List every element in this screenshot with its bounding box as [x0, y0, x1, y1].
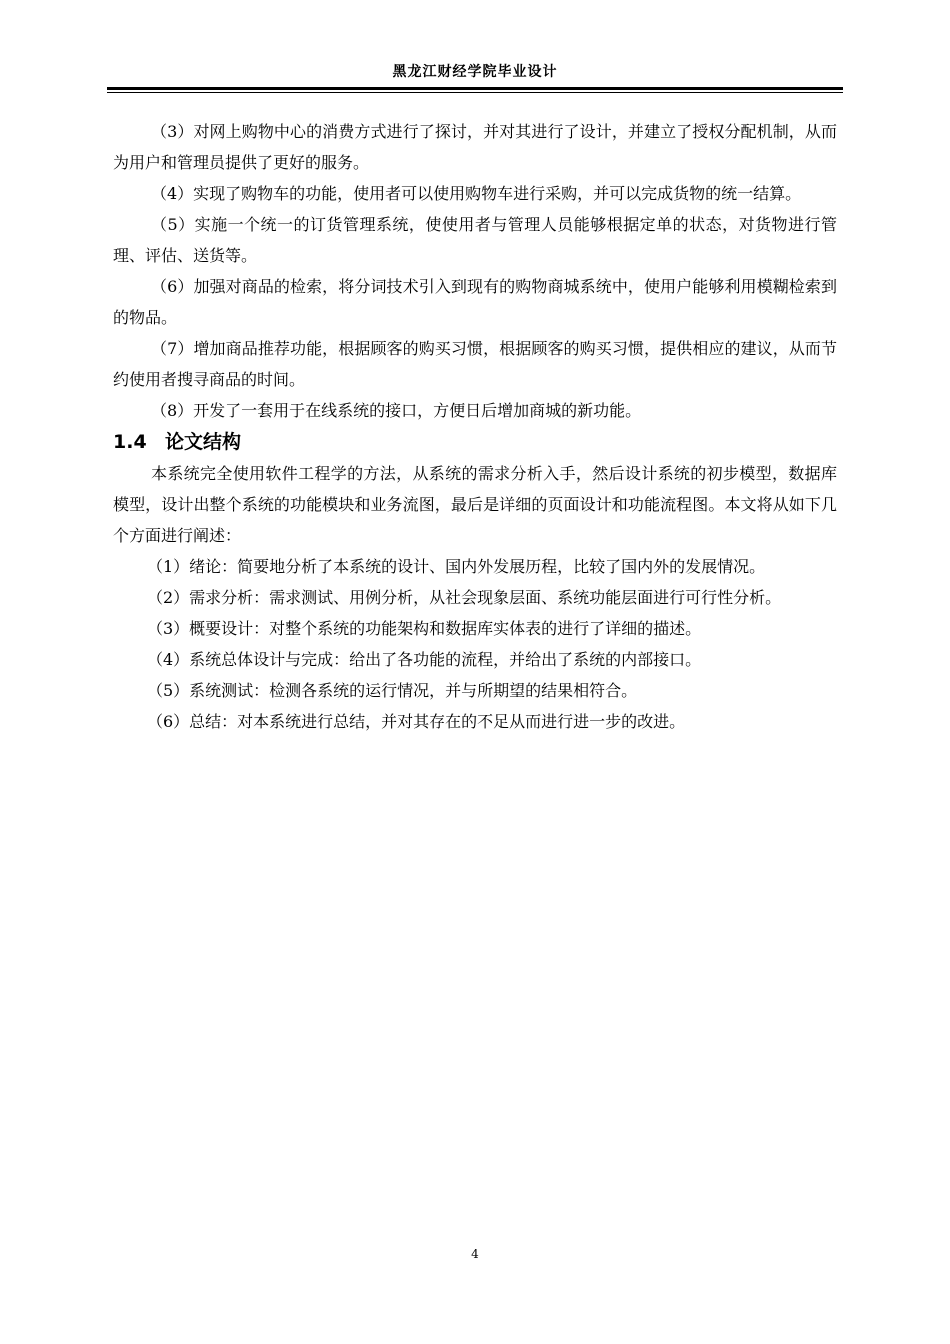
- outline-item-5: （5）系统测试：检测各系统的运行情况，并与所期望的结果相符合。: [147, 681, 638, 700]
- header-rule-thin: [107, 92, 843, 93]
- page-number: 4: [471, 1247, 479, 1261]
- section-intro-paragraph: 本系统完全使用软件工程学的方法，从系统的需求分析入手，然后设计系统的初步模型，数据库模型，设计出整个系统的功能模块和业务流图，最后是详细的页面设计和功能流程图。本文将从如下几个方面进行阐述：: [113, 464, 837, 545]
- outline-item-2: （2）需求分析：需求测试、用例分析，从社会现象层面、系统功能层面进行可行性分析。: [147, 588, 782, 607]
- paragraph-item-7: （7）增加商品推荐功能，根据顾客的购买习惯，根据顾客的购买习惯，提供相应的建议，从而节约使用者搜寻商品的时间。: [113, 339, 837, 389]
- header-rule-thick: [107, 87, 843, 90]
- outline-item-4: （4）系统总体设计与完成：给出了各功能的流程，并给出了系统的内部接口。: [147, 650, 702, 669]
- paragraph-item-8: （8）开发了一套用于在线系统的接口，方便日后增加商城的新功能。: [151, 401, 642, 420]
- outline-item-3: （3）概要设计：对整个系统的功能架构和数据库实体表的进行了详细的描述。: [147, 619, 702, 638]
- section-title: 论文结构: [165, 431, 242, 453]
- paragraph-item-5: （5）实施一个统一的订货管理系统，使使用者与管理人员能够根据定单的状态，对货物进行管理、评估、送货等。: [113, 215, 837, 265]
- paragraph-item-6: （6）加强对商品的检索，将分词技术引入到现有的购物商城系统中，使用户能够利用模糊检索到的物品。: [113, 277, 837, 327]
- outline-item-1: （1）绪论：简要地分析了本系统的设计、国内外发展历程，比较了国内外的发展情况。: [147, 557, 766, 576]
- outline-item-6: （6）总结：对本系统进行总结，并对其存在的不足从而进行进一步的改进。: [147, 712, 686, 731]
- section-number: 1.4: [113, 431, 147, 453]
- paragraph-item-4: （4）实现了购物车的功能，使用者可以使用购物车进行采购，并可以完成货物的统一结算。: [151, 184, 802, 203]
- paragraph-item-3: （3）对网上购物中心的消费方式进行了探讨，并对其进行了设计，并建立了授权分配机制，从而为用户和管理员提供了更好的服务。: [113, 122, 837, 172]
- page-body: [113, 116, 837, 737]
- section-heading: [113, 426, 837, 458]
- running-header: 黑龙江财经学院毕业设计: [392, 64, 558, 80]
